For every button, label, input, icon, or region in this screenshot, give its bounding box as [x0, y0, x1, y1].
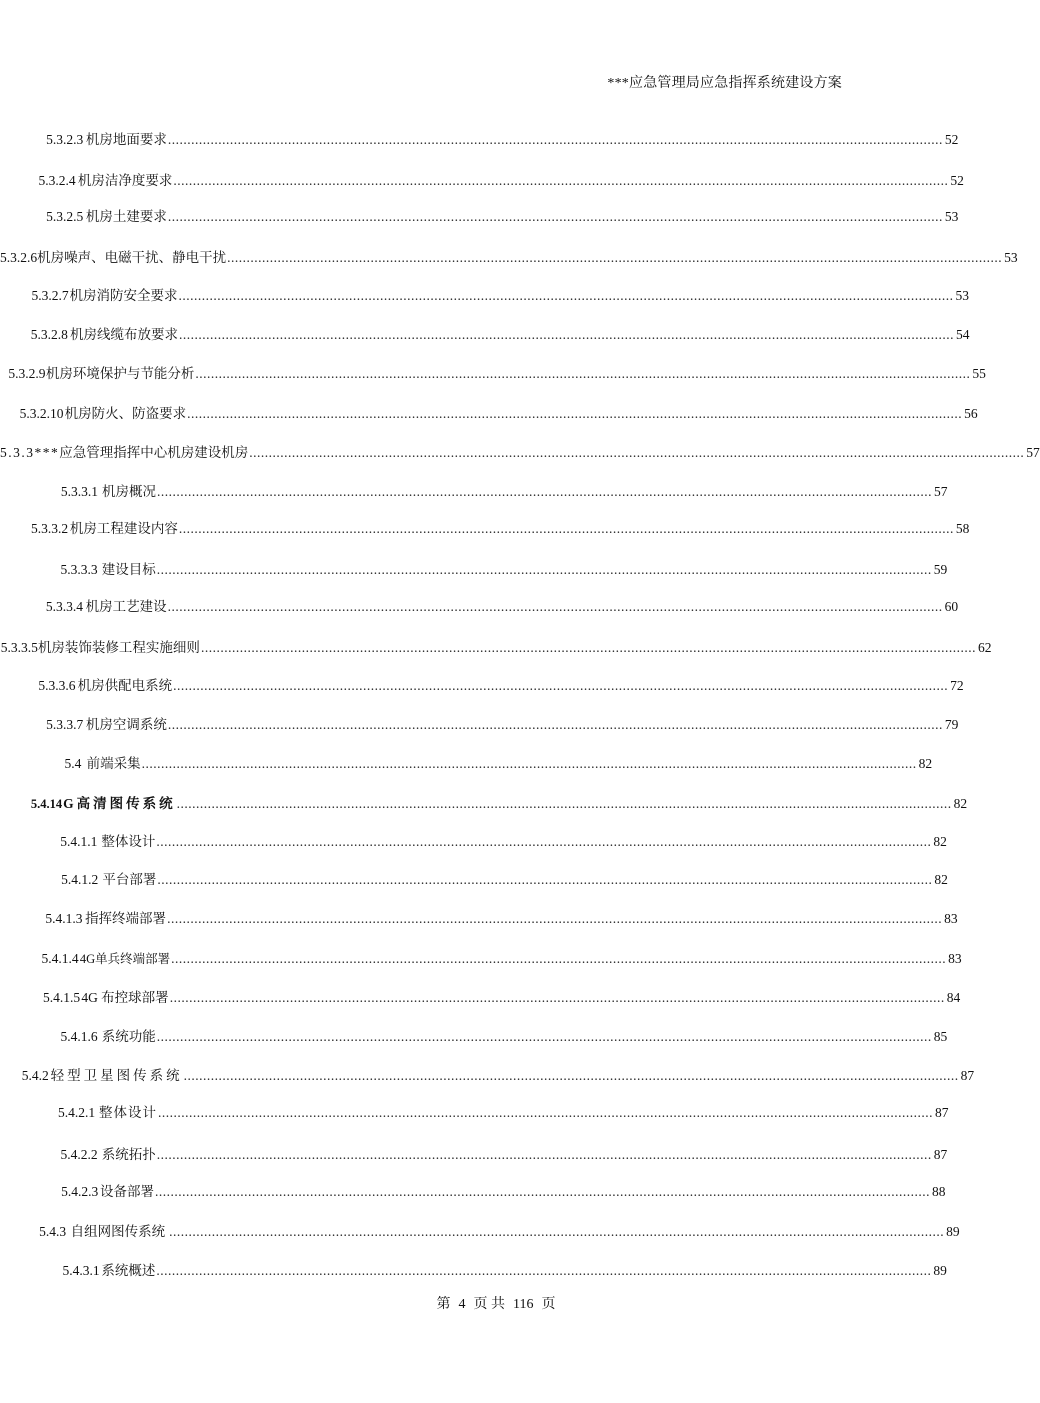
toc-title: 应急管理指挥中心机房建设机房 — [59, 445, 249, 460]
toc-number: 5.4.1.6 — [60, 1029, 98, 1044]
toc-number: 5.4.3 — [39, 1224, 67, 1239]
toc-title: 轻型卫星图传系统 — [50, 1068, 183, 1083]
toc-entry[interactable] — [0, 907, 992, 931]
toc-leader: ........................................................................................................................................................................................................ — [176, 796, 952, 811]
toc-page: 85 — [933, 1029, 948, 1044]
toc-leader: ........................................................................................................................................................................................................ — [178, 521, 954, 536]
toc-page: 57 — [1026, 445, 1040, 460]
toc-leader: ........................................................................................................................................................................................................ — [169, 990, 945, 1005]
toc-title: 机房空调系统 — [85, 717, 167, 732]
toc-leader: ........................................................................................................................................................................................................ — [141, 756, 917, 771]
toc-number: 5.3.2.7 — [31, 288, 69, 303]
toc-entry[interactable] — [0, 947, 992, 971]
toc-page: 89 — [946, 1224, 960, 1239]
toc-number: 5.3.2.8 — [30, 327, 68, 342]
toc-leader: ........................................................................................................................................................................................................ — [200, 640, 976, 655]
toc-entry[interactable] — [0, 246, 1018, 270]
toc-title: 机房线缆布放要求 — [70, 327, 178, 342]
toc-title: 4G单兵终端部署 — [79, 952, 171, 966]
toc-number: 5.3.2.9 — [8, 366, 46, 381]
toc-leader: ........................................................................................................................................................................................................ — [171, 951, 947, 966]
toc-title: 机房装饰装修工程实施细则 — [37, 640, 200, 655]
toc-entry[interactable] — [0, 517, 992, 541]
toc-entry[interactable] — [0, 636, 992, 660]
toc-page: 54 — [956, 327, 970, 342]
toc-entry[interactable] — [0, 284, 992, 308]
toc-page: 84 — [946, 990, 961, 1005]
toc-title: 机房工程建设内容 — [69, 521, 178, 536]
toc-leader: ........................................................................................................................................................................................................ — [173, 173, 949, 188]
toc-number: 5.4.1.5 — [42, 990, 81, 1005]
toc-title: 机房防火、防盗要求 — [64, 406, 187, 421]
toc-title: 整体设计 — [99, 1105, 158, 1120]
toc-entry[interactable] — [0, 1143, 992, 1167]
toc-entry[interactable] — [0, 205, 992, 229]
toc-entry[interactable] — [0, 402, 992, 426]
toc-entry[interactable] — [0, 986, 992, 1010]
toc-page: 79 — [944, 717, 959, 732]
toc-number: 5.3.3.3 — [60, 562, 98, 577]
toc-entry[interactable] — [0, 1180, 992, 1204]
toc-leader: ........................................................................................................................................................................................................ — [167, 717, 943, 732]
toc-entry[interactable] — [0, 595, 992, 619]
toc-page: 52 — [950, 173, 964, 188]
toc-leader: ........................................................................................................................................................................................................ — [158, 1105, 934, 1120]
toc-entry[interactable] — [0, 1064, 992, 1088]
toc-leader: ........................................................................................................................................................................................................ — [179, 327, 954, 342]
toc-number: 5.4.2 — [21, 1068, 49, 1083]
toc-leader: ........................................................................................................................................................................................................ — [155, 1184, 931, 1199]
toc-title: 机房消防安全要求 — [69, 288, 178, 303]
toc-leader: ........................................................................................................................................................................................................ — [187, 406, 963, 421]
toc-number: 5.4.1.2 — [61, 872, 99, 887]
toc-leader: ........................................................................................................................................................................................................ — [227, 250, 1003, 265]
toc-page: 52 — [944, 132, 959, 147]
toc-page: 57 — [934, 484, 948, 499]
toc-page: 87 — [935, 1105, 949, 1120]
toc-title: 系统拓扑 — [101, 1147, 156, 1162]
toc-page: 59 — [933, 562, 948, 577]
toc-title: 机房工艺建设 — [85, 599, 167, 614]
toc-entry[interactable] — [0, 1101, 992, 1125]
toc-leader: ........................................................................................................................................................................................................ — [157, 872, 933, 887]
toc-number: 5.3.3.7 — [46, 717, 84, 732]
toc-page: 82 — [934, 872, 948, 887]
toc-entry[interactable] — [0, 868, 992, 892]
toc-leader: ........................................................................................................................................................................................................ — [156, 1147, 932, 1162]
toc-page: 60 — [944, 599, 959, 614]
toc-title: 机房地面要求 — [85, 132, 167, 147]
toc-number: 5.3.2.6 — [0, 250, 38, 265]
toc-number: 5.4.14 — [30, 797, 63, 811]
toc-leader: ........................................................................................................................................................................................................ — [157, 484, 933, 499]
toc-entry[interactable] — [0, 169, 992, 193]
toc-entry[interactable] — [0, 323, 992, 347]
toc-entry[interactable] — [0, 674, 992, 698]
toc-title: 指挥终端部署 — [85, 911, 167, 926]
toc-number: 5.3.2.4 — [38, 173, 76, 188]
toc-title: 4G 布控球部署 — [81, 990, 169, 1005]
toc-title: 机房概况 — [102, 484, 157, 499]
footer-prefix: 第 — [436, 1297, 451, 1312]
toc-page: 83 — [944, 911, 958, 926]
toc-title: 机房洁净度要求 — [77, 173, 173, 188]
toc-entry[interactable] — [0, 441, 1040, 465]
toc-page: 82 — [918, 756, 933, 771]
toc-title: 机房土建要求 — [85, 209, 167, 224]
toc-leader: ........................................................................................................................................................................................................ — [249, 445, 1025, 460]
footer-middle: 页 共 — [473, 1297, 505, 1312]
toc-number: 5.4.2.3 — [61, 1184, 99, 1199]
toc-entry[interactable] — [0, 128, 992, 152]
toc-number: 5.3.3.4 — [45, 599, 83, 614]
page-footer — [0, 1293, 992, 1313]
toc-entry[interactable] — [0, 713, 992, 737]
toc-entry[interactable] — [0, 1220, 992, 1244]
toc-page: 82 — [953, 796, 968, 811]
toc-page: 83 — [948, 951, 962, 966]
toc-entry[interactable] — [0, 830, 992, 854]
toc-number: 5.3.2.10 — [19, 406, 64, 421]
toc-page: 56 — [964, 406, 978, 421]
toc-title: 设备部署 — [100, 1184, 155, 1199]
toc-leader: ........................................................................................................................................................................................................ — [167, 911, 943, 926]
toc-entry[interactable] — [0, 792, 992, 816]
toc-number: 5.4.3.1 — [62, 1263, 100, 1278]
toc-leader: ........................................................................................................................................................................................................ — [178, 288, 954, 303]
toc-leader: ........................................................................................................................................................................................................ — [167, 209, 943, 224]
toc-leader: ........................................................................................................................................................................................................ — [173, 678, 949, 693]
toc-leader: ........................................................................................................................................................................................................ — [156, 1029, 932, 1044]
toc-entry[interactable] — [0, 1259, 992, 1283]
toc-number: 5.4 — [64, 756, 82, 771]
toc-number: 5.3.2.5 — [46, 209, 84, 224]
toc-page: 62 — [977, 640, 992, 655]
toc-title: 建设目标 — [101, 562, 156, 577]
toc-entry[interactable] — [0, 752, 992, 776]
toc-page: 88 — [932, 1184, 946, 1199]
toc-page: 58 — [955, 521, 970, 536]
toc-entry[interactable] — [0, 362, 992, 386]
toc-title: 系统功能 — [101, 1029, 156, 1044]
toc-leader: ........................................................................................................................................................................................................ — [167, 132, 943, 147]
footer-suffix: 页 — [541, 1297, 556, 1312]
toc-page: 53 — [1004, 250, 1018, 265]
toc-title: 平台部署 — [102, 872, 157, 887]
toc-title: 机房供配电系统 — [77, 678, 173, 693]
toc-title: 前端采集 — [86, 756, 141, 771]
toc-page: 72 — [950, 678, 964, 693]
toc-number: 5.4.2.2 — [60, 1147, 98, 1162]
toc-leader: ........................................................................................................................................................................................................ — [183, 1068, 959, 1083]
toc-title: 自组网图传系统 — [70, 1224, 166, 1239]
toc-entry[interactable] — [0, 480, 992, 504]
toc-leader: ........................................................................................................................................................................................................ — [156, 834, 932, 849]
footer-current-page: 4 — [458, 1297, 466, 1312]
toc-page: 53 — [955, 288, 969, 303]
toc-leader: ........................................................................................................................................................................................................ — [156, 1263, 932, 1278]
toc-title: 整体设计 — [101, 834, 156, 849]
toc-number: 5.4.1.3 — [45, 911, 83, 926]
toc-leader: ........................................................................................................................................................................................................ — [169, 1224, 945, 1239]
toc-number: 5.3.3.2 — [30, 521, 69, 536]
toc-page: 82 — [933, 834, 947, 849]
toc-number: 5.3.3.6 — [38, 678, 76, 693]
toc-number: 5.3.3*** — [0, 445, 60, 460]
toc-page: 55 — [972, 366, 986, 381]
toc-leader: ........................................................................................................................................................................................................ — [195, 366, 971, 381]
toc-number: 5.4.1.1 — [60, 834, 98, 849]
toc-title: 机房环境保护与节能分析 — [45, 366, 195, 381]
toc-leader: ........................................................................................................................................................................................................ — [156, 562, 932, 577]
toc-number: 5.4.2.1 — [57, 1105, 96, 1120]
toc-title: 系统概述 — [101, 1263, 156, 1278]
page-header: ***应急管理局应急指挥系统建设方案 — [607, 76, 842, 91]
toc-page: 89 — [933, 1263, 947, 1278]
toc-title: G高清图传系统 — [63, 796, 176, 811]
toc-page: 53 — [944, 209, 959, 224]
toc-entry[interactable] — [0, 1025, 992, 1049]
toc-leader: ........................................................................................................................................................................................................ — [167, 599, 943, 614]
toc-number: 5.3.3.1 — [60, 484, 98, 499]
toc-page: 87 — [960, 1068, 975, 1083]
footer-total-pages: 116 — [513, 1297, 534, 1312]
toc-entry[interactable] — [0, 558, 992, 582]
toc-page: 87 — [933, 1147, 948, 1162]
toc-number: 5.3.2.3 — [46, 132, 84, 147]
toc-number: 5.4.1.4 — [41, 951, 79, 966]
toc-title: 机房噪声、电磁干扰、静电干扰 — [37, 250, 227, 265]
toc-number: 5.3.3.5 — [0, 640, 38, 655]
